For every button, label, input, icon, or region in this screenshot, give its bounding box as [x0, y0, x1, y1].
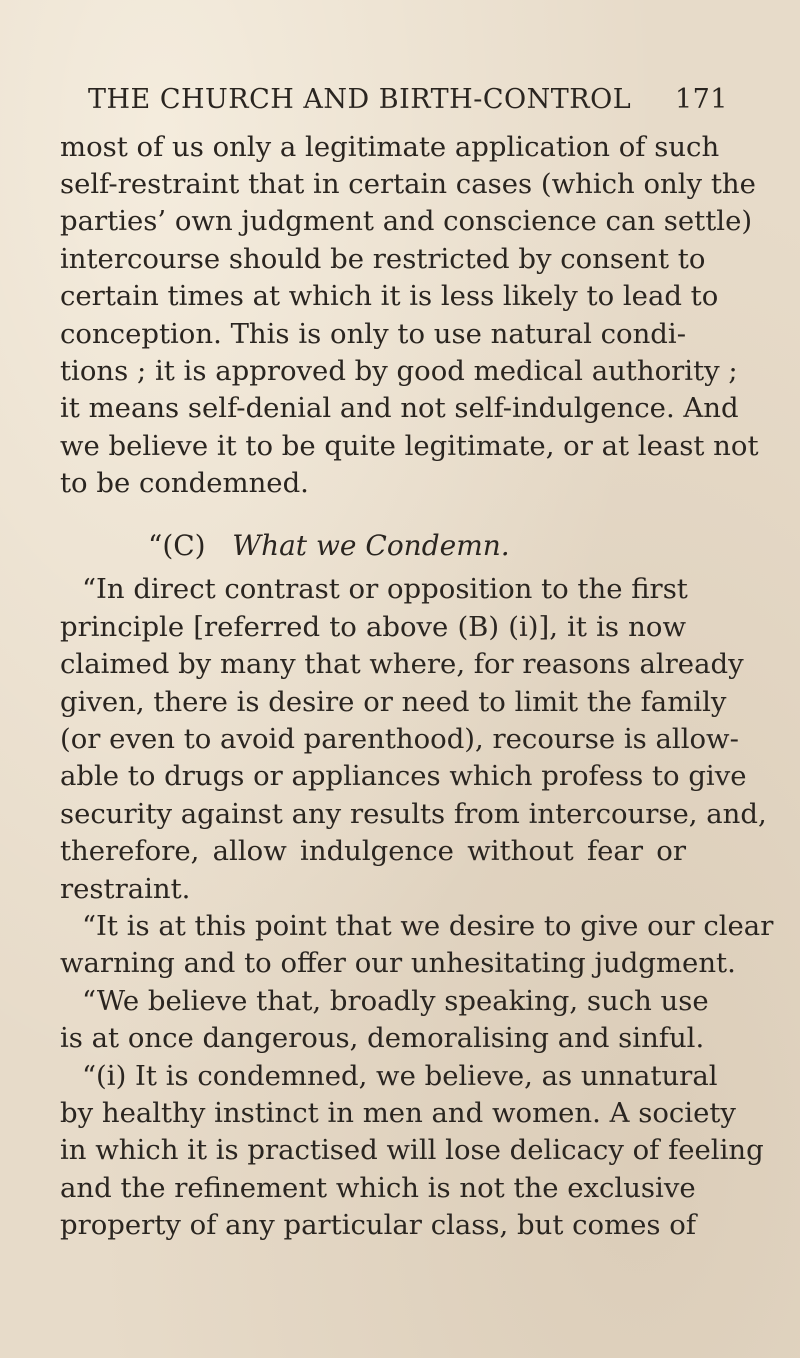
text-line: therefore, allow indulgence without fear or — [60, 835, 686, 867]
text-line: self-restraint that in certain cases (which only the — [60, 168, 756, 200]
text-line: intercourse should be restricted by consent to — [60, 243, 706, 275]
text-line: certain times at which it is less likely to lead to — [60, 280, 719, 312]
section-heading-title: What we Condemn. — [232, 529, 510, 562]
text-line: it means self-denial and not self-indulgence. And — [60, 392, 739, 424]
text-line: restraint. — [60, 873, 191, 905]
text-line: able to drugs or appliances which profess to give — [60, 760, 747, 792]
text-line: most of us only a legitimate application of such — [60, 131, 720, 163]
text-line: is at once dangerous, demoralising and sinful. — [60, 1022, 705, 1054]
text-line: parties’ own judgment and conscience can settle) — [60, 205, 753, 237]
text-line: we believe it to be quite legitimate, or at least not — [60, 430, 759, 462]
running-title: THE CHURCH AND BIRTH-CONTROL — [88, 84, 632, 115]
text-line: “We believe that, broadly speaking, such use — [82, 985, 709, 1017]
text-line: principle [referred to above (B) (i)], it is now — [60, 611, 686, 643]
text-line: given, there is desire or need to limit the family — [60, 686, 727, 718]
section-heading — [148, 529, 510, 562]
page-number: 171 — [674, 84, 728, 115]
text-line: (or even to avoid parenthood), recourse is allow- — [60, 723, 739, 755]
text-line: conception. This is only to use natural condi- — [60, 318, 686, 350]
text-line: warning and to offer our unhesitating judgment. — [60, 947, 736, 979]
page-header — [88, 84, 728, 124]
section-heading-prefix: “(C) — [148, 529, 206, 562]
text-line: to be condemned. — [60, 467, 309, 499]
text-line: tions ; it is approved by good medical authority ; — [60, 355, 738, 387]
text-line: and the refinement which is not the exclusive — [60, 1172, 696, 1204]
text-line: in which it is practised will lose delicacy of feeling — [60, 1134, 764, 1166]
text-line: claimed by many that where, for reasons already — [60, 648, 744, 680]
text-line: by healthy instinct in men and women. A society — [60, 1097, 736, 1129]
text-line: property of any particular class, but comes of — [60, 1209, 697, 1241]
text-line: “It is at this point that we desire to give our clear — [82, 910, 774, 942]
text-line: “In direct contrast or opposition to the first — [82, 573, 688, 605]
text-line: security against any results from intercourse, and, — [60, 798, 767, 830]
text-line: “(i) It is condemned, we believe, as unnatural — [82, 1060, 718, 1092]
